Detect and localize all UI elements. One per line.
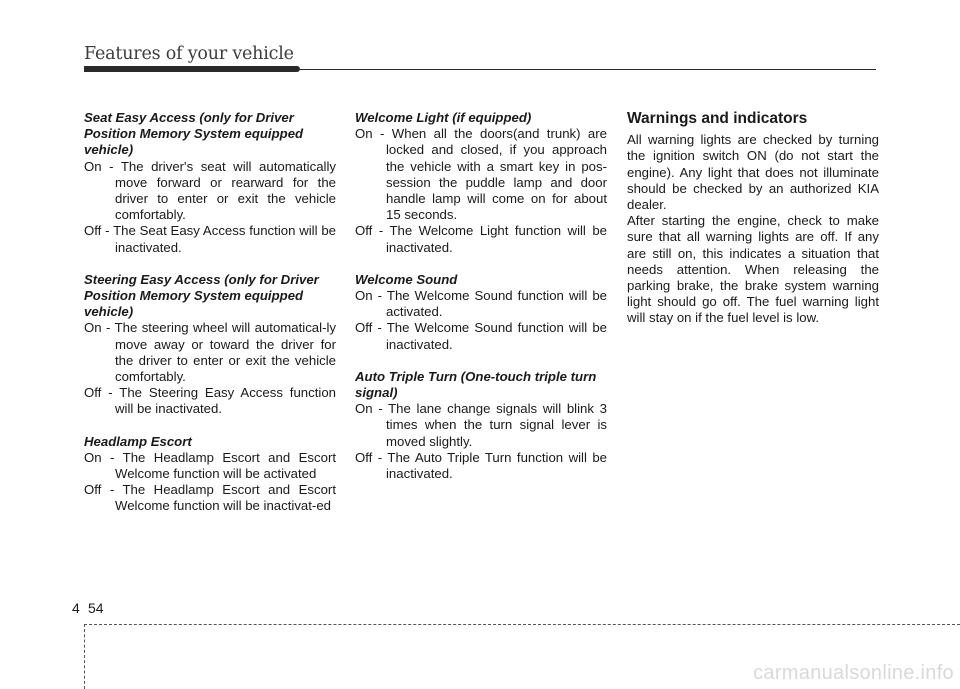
- steering-easy-access-on: On - The steering wheel will automatical-ly move away or toward the driver for the driver to enter or exit the vehicle comfortably.: [84, 320, 336, 385]
- warnings-paragraph-2: After starting the engine, check to make sure that all warning lights are off. If any are still on, this indicates a situation that needs attention. When releasing the parking brake, the brake system warning light should go off. The fuel warning light will stay on if the fuel level is low.: [627, 213, 879, 326]
- steering-easy-access-off: Off - The Steering Easy Access function will be inactivated.: [84, 385, 336, 417]
- seat-easy-access-heading: Seat Easy Access (only for Driver Position Memory System equipped vehicle): [84, 110, 304, 158]
- header-rule-thin: [300, 69, 876, 70]
- auto-triple-turn-on: On - The lane change signals will blink 3 times when the turn signal lever is moved slightly.: [355, 401, 607, 449]
- column-right: [627, 111, 879, 327]
- steering-easy-access-heading: Steering Easy Access (only for Driver Position Memory System equipped vehicle): [84, 271, 319, 320]
- headlamp-escort-heading: Headlamp Escort: [84, 433, 192, 449]
- footer-rule-horizontal: [84, 624, 960, 626]
- header-rule-thick: [84, 66, 300, 72]
- auto-triple-turn-off: Off - The Auto Triple Turn function will be inactivated.: [355, 449, 607, 482]
- welcome-sound-heading: Welcome Sound: [355, 271, 458, 287]
- welcome-light-on: On - When all the doors(and trunk) are locked and closed, if you approach the vehicle with a smart key in pos-session the puddle lamp and door handle lamp will come on for about 15 seconds.: [355, 126, 607, 223]
- welcome-sound-off: Off - The Welcome Sound function will be inactivated.: [355, 320, 607, 352]
- chapter-number: 4: [72, 600, 80, 616]
- watermark-text: carmanualsonline.info: [753, 662, 954, 684]
- page-number: 54: [88, 600, 104, 616]
- footer-rule-vertical: [84, 624, 85, 689]
- headlamp-escort-on: On - The Headlamp Escort and Escort Welcome function will be activated: [84, 449, 336, 482]
- seat-easy-access-off: Off - The Seat Easy Access function will be inactivated.: [84, 223, 336, 255]
- welcome-light-heading: Welcome Light (if equipped): [355, 110, 532, 125]
- welcome-light-off: Off - The Welcome Light function will be inactivated.: [355, 223, 607, 255]
- warnings-paragraph-1: All warning lights are checked by turning the ignition switch ON (do not start the engine). Any light that does not illuminate should be checked by an authorized KIA dealer.: [627, 132, 879, 213]
- seat-easy-access-on: On - The driver's seat will automatically move forward or rearward for the driver to enter or exit the vehicle comfortably.: [84, 158, 336, 223]
- headlamp-escort-off: Off - The Headlamp Escort and Escort Welcome function will be inactivat-ed: [84, 482, 336, 514]
- column-middle: [355, 110, 607, 482]
- auto-triple-turn-heading: Auto Triple Turn (One-touch triple turn signal): [355, 368, 597, 401]
- column-left: [84, 110, 336, 515]
- page-header-title: Features of your vehicle: [84, 44, 294, 64]
- warnings-indicators-heading: Warnings and indicators: [627, 110, 808, 127]
- welcome-sound-on: On - The Welcome Sound function will be activated.: [355, 288, 607, 320]
